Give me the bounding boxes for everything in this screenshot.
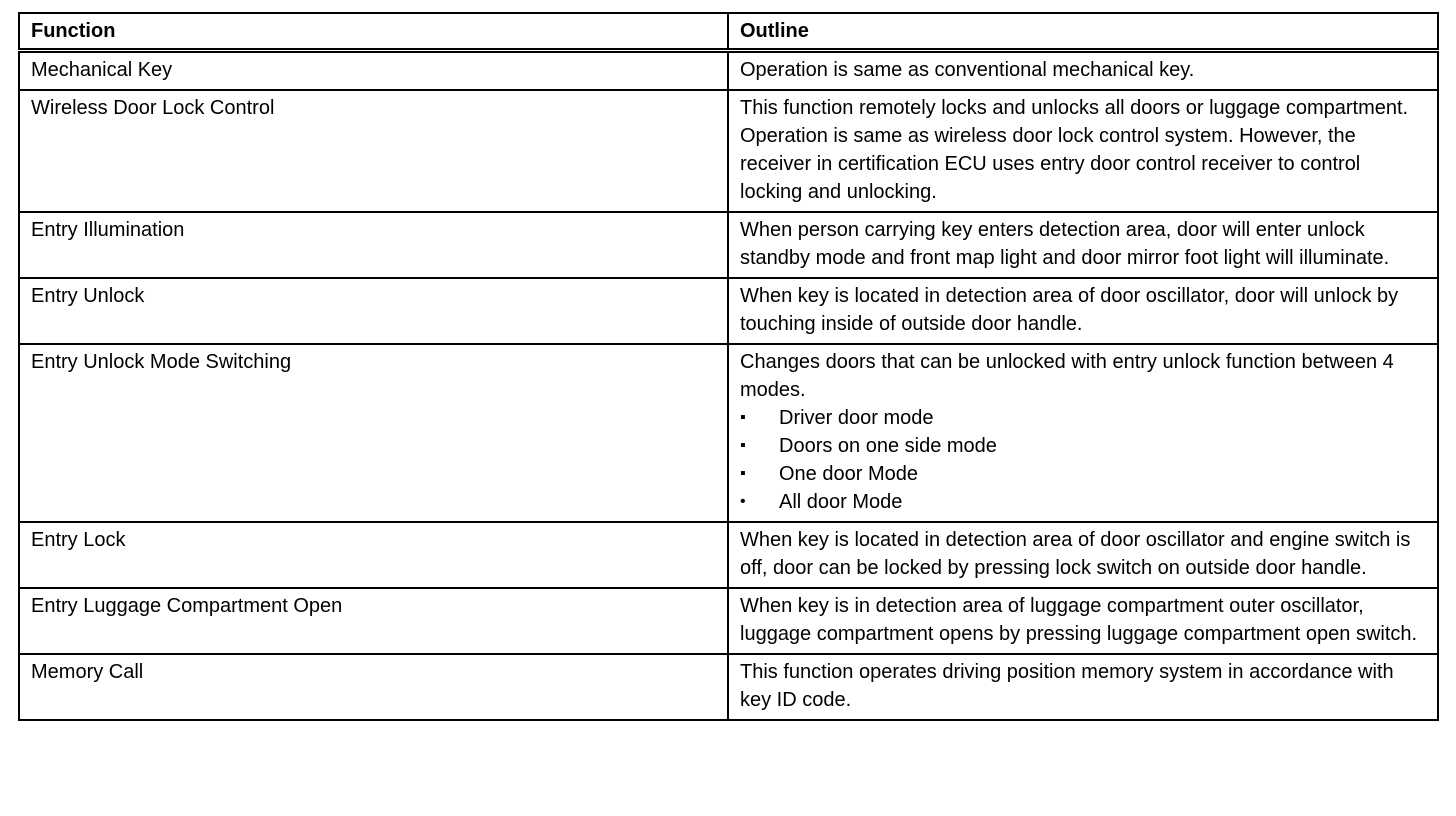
table-row (19, 344, 1438, 522)
list-item (740, 488, 1427, 516)
outline-text: Changes doors that can be unlocked with entry unlock function between 4 modes. (740, 351, 1394, 401)
list-item (740, 404, 1427, 432)
function-cell: Entry Unlock (19, 278, 728, 344)
function-cell: Mechanical Key (19, 51, 728, 91)
outline-cell: When person carrying key enters detection area, door will enter unlock standby mode and front map light and door mirror foot light will illuminate. (728, 212, 1438, 278)
function-cell: Memory Call (19, 654, 728, 720)
mode-label: All door Mode (779, 491, 903, 513)
function-cell: Entry Luggage Compartment Open (19, 588, 728, 654)
table-row (19, 90, 1438, 212)
outline-cell: When key is in detection area of luggage compartment outer oscillator, luggage compartment opens by pressing luggage compartment open switch. (728, 588, 1438, 654)
mode-list (740, 404, 1427, 516)
mode-label: One door Mode (779, 463, 918, 485)
header-function: Function (19, 13, 728, 51)
list-item (740, 432, 1427, 460)
bullet-icon: • (740, 493, 746, 510)
header-outline: Outline (728, 13, 1438, 51)
table-row (19, 522, 1438, 588)
bullet-icon: ▪ (740, 437, 746, 454)
outline-cell: This function remotely locks and unlocks all doors or luggage compartment. Operation is same as wireless door lock control system. However, the receiver in certification ECU uses entry door control receiver to control locking and unlocking. (728, 90, 1438, 212)
outline-cell: When key is located in detection area of door oscillator and engine switch is off, door can be locked by pressing lock switch on outside door handle. (728, 522, 1438, 588)
outline-cell: Operation is same as conventional mechanical key. (728, 51, 1438, 91)
table-row (19, 51, 1438, 91)
bullet-icon: ▪ (740, 465, 746, 482)
table-header-row (19, 13, 1438, 51)
table-row (19, 212, 1438, 278)
outline-cell (728, 344, 1438, 522)
function-cell: Entry Lock (19, 522, 728, 588)
table-row (19, 654, 1438, 720)
bullet-icon: ▪ (740, 409, 746, 426)
table-row (19, 588, 1438, 654)
list-item (740, 460, 1427, 488)
function-outline-table (18, 12, 1439, 721)
table-row (19, 278, 1438, 344)
mode-label: Doors on one side mode (779, 435, 997, 457)
outline-cell: When key is located in detection area of door oscillator, door will unlock by touching inside of outside door handle. (728, 278, 1438, 344)
outline-cell: This function operates driving position memory system in accordance with key ID code. (728, 654, 1438, 720)
function-cell: Entry Unlock Mode Switching (19, 344, 728, 522)
function-cell: Wireless Door Lock Control (19, 90, 728, 212)
function-cell: Entry Illumination (19, 212, 728, 278)
mode-label: Driver door mode (779, 407, 934, 429)
